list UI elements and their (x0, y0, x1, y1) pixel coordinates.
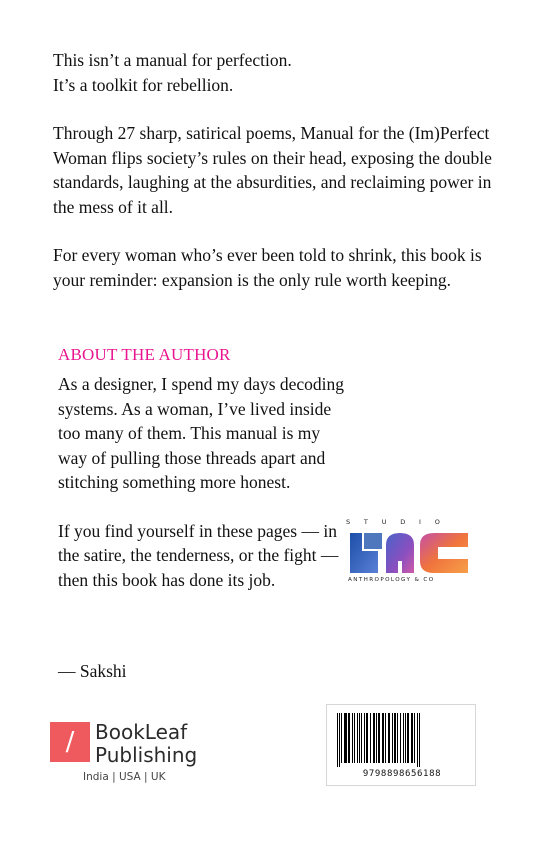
barcode-bar (411, 713, 413, 763)
barcode-bar (417, 713, 418, 767)
publisher-name-line-2: Publishing (95, 743, 198, 767)
barcode-bar (397, 713, 398, 763)
barcode-bar (344, 713, 347, 763)
barcode-bar (376, 713, 377, 763)
author-signature: — Sakshi (58, 661, 127, 681)
publisher-mark-icon: / (50, 722, 90, 762)
barcode-bar (337, 713, 338, 767)
barcode-bar (361, 713, 362, 763)
barcode-bar (348, 713, 350, 763)
studio-logo-top-text: STUDIO (346, 518, 454, 526)
isbn-number: 9798898656188 (362, 769, 442, 779)
barcode-bar (382, 713, 384, 763)
blurb-line-1: This isn’t a manual for perfection. (53, 50, 292, 70)
barcode-bar (388, 713, 390, 763)
barcode-bar (352, 713, 353, 763)
isbn-barcode (326, 704, 476, 786)
blurb-paragraph-3: For every woman who’s ever been told to shrink, this book is your reminder: expansion is the only rule worth keeping. (53, 245, 482, 290)
publisher-name-line-1: BookLeaf (95, 720, 188, 744)
barcode-bar (405, 713, 406, 763)
barcode-bar (359, 713, 360, 763)
author-paragraph-2: If you find yourself in these pages — in the satire, the tenderness, or the fight — then this book has done its job. (58, 520, 339, 590)
publisher-regions: India | USA | UK (83, 771, 166, 783)
barcode-bar (414, 713, 415, 763)
about-author-body (58, 372, 348, 616)
blurb (53, 48, 503, 316)
about-author-heading: ABOUT THE AUTHOR (58, 345, 231, 364)
barcode-bar (341, 713, 342, 763)
barcode-bar (392, 713, 393, 763)
barcode-bar (357, 713, 358, 763)
barcode-bar (370, 713, 371, 763)
blurb-line-2: It’s a toolkit for rebellion. (53, 74, 234, 95)
author-paragraph-1: As a designer, I spend my days decoding systems. As a woman, I’ve lived inside too many of them. This manual is my way of pulling those threads apart and stitching something more honest. (58, 374, 345, 492)
barcode-bar (419, 713, 420, 767)
barcode-bar (339, 713, 340, 767)
barcode-bar (373, 713, 375, 763)
barcode-bar (378, 713, 380, 763)
barcode-bar (400, 713, 401, 763)
barcode-bars (335, 713, 469, 767)
barcode-bar (407, 713, 409, 763)
studio-logo (346, 518, 472, 588)
studio-logo-icon (348, 531, 472, 575)
barcode-bar (364, 713, 365, 763)
publisher-logo (50, 722, 210, 792)
blurb-paragraph-2: Through 27 sharp, satirical poems, Manual for the (Im)Perfect Woman flips society’s rules on their head, exposing the double standards, laughing at the absurdities, and reclaiming power in the mess of it all. (53, 123, 492, 217)
studio-logo-bottom-text: ANTHROPOLOGY & CO (348, 577, 435, 583)
barcode-bar (385, 713, 386, 763)
barcode-bar (394, 713, 396, 763)
blurb-intro (53, 48, 503, 97)
barcode-bar (403, 713, 404, 763)
barcode-bar (354, 713, 355, 763)
barcode-bar (366, 713, 368, 763)
